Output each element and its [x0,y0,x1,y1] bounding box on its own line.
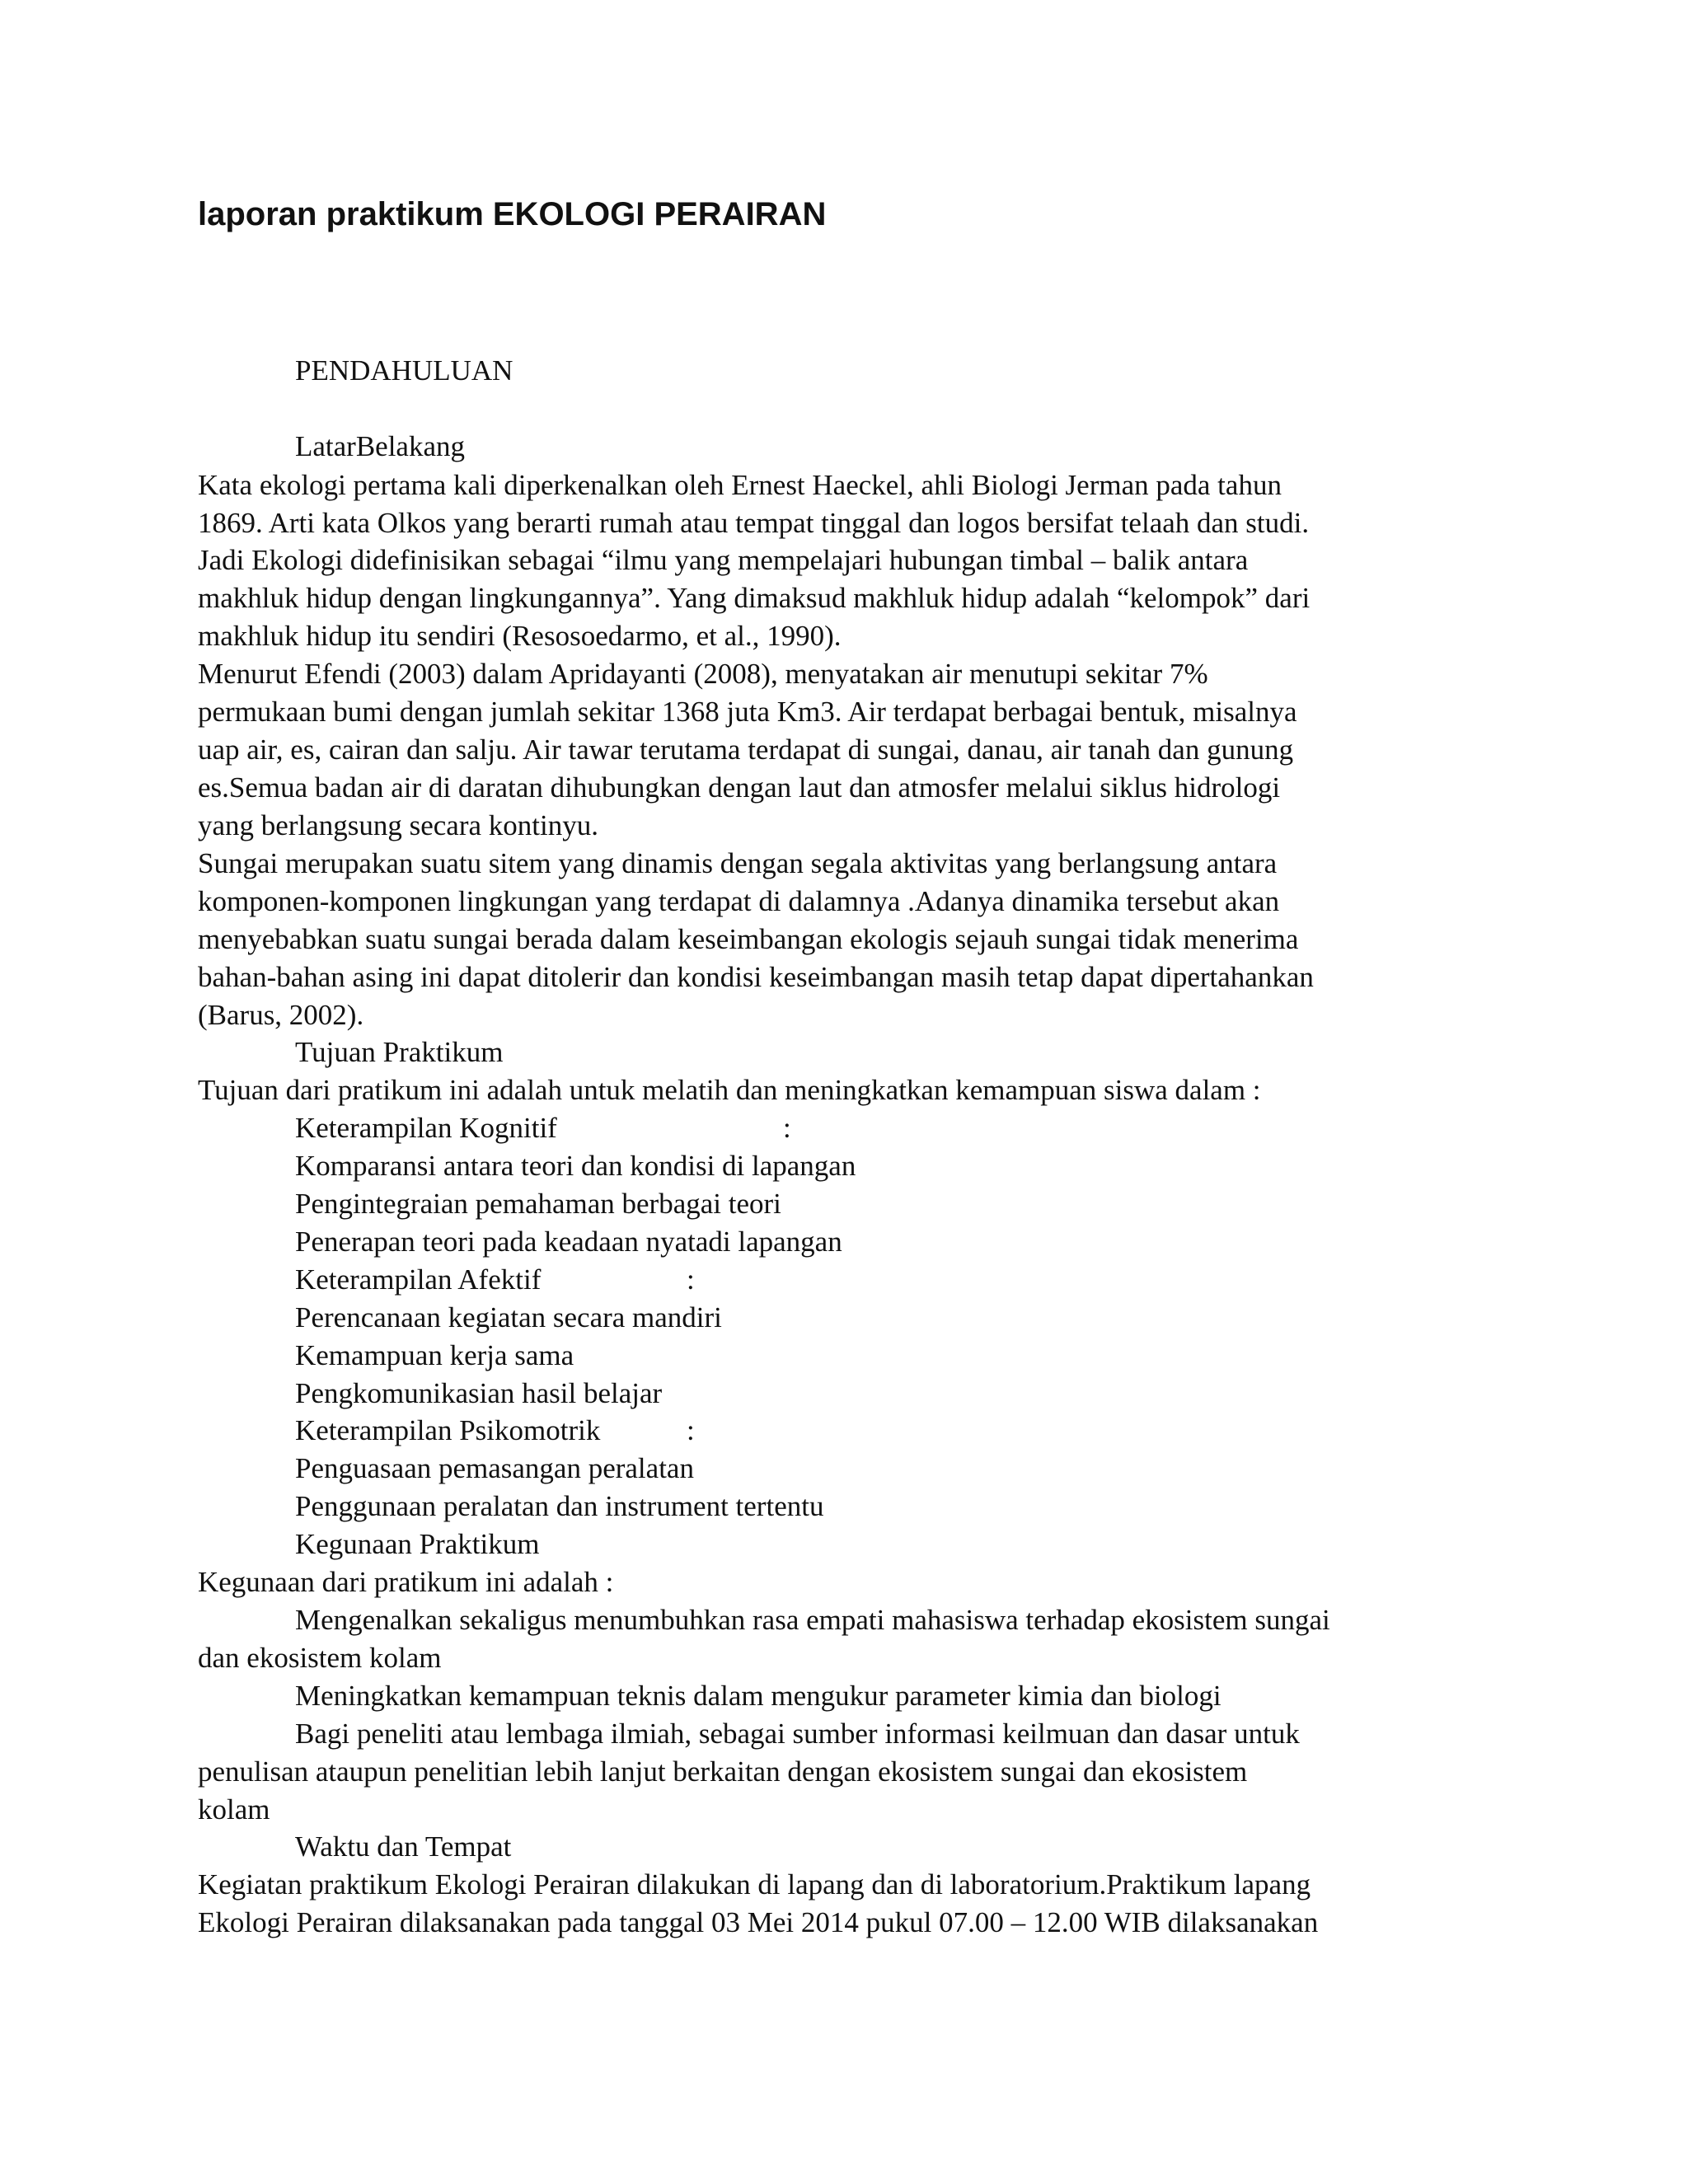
paragraph-line: permukaan bumi dengan jumlah sekitar 1368 juta Km3. Air terdapat berbagai bentuk, misalnya [198,696,1297,728]
colon: : [687,1263,695,1296]
list-item-continued: kolam [198,1793,270,1825]
colon: : [783,1112,791,1144]
heading-latar-belakang: LatarBelakang [295,430,466,462]
list-item-continued: dan ekosistem kolam [198,1642,442,1674]
list-item: Pengintegraian pemahaman berbagai teori [295,1188,781,1220]
heading-pendahuluan: PENDAHULUAN [295,354,513,387]
skill-label-afektif: Keterampilan Afektif [295,1263,542,1296]
list-item: Meningkatkan kemampuan teknis dalam mengukur parameter kimia dan biologi [295,1680,1221,1712]
list-item: Komparansi antara teori dan kondisi di lapangan [295,1150,856,1182]
skill-label-kognitif: Keterampilan Kognitif [295,1112,557,1144]
list-item: Pengkomunikasian hasil belajar [295,1377,663,1409]
paragraph-line: komponen-komponen lingkungan yang terdapat di dalamnya .Adanya dinamika tersebut akan [198,885,1280,917]
colon: : [687,1414,695,1446]
list-item: Kemampuan kerja sama [295,1339,574,1371]
list-item: Perencanaan kegiatan secara mandiri [295,1301,722,1333]
paragraph-line: bahan-bahan asing ini dapat ditolerir dan kondisi keseimbangan masih tetap dapat dipertahankan [198,961,1314,993]
paragraph-line: Tujuan dari pratikum ini adalah untuk melatih dan meningkatkan kemampuan siswa dalam : [198,1074,1261,1106]
paragraph-line: makhluk hidup itu sendiri (Resosoedarmo, et al., 1990). [198,620,842,652]
list-item: Penguasaan pemasangan peralatan [295,1452,694,1484]
list-item: Mengenalkan sekaligus menumbuhkan rasa empati mahasiswa terhadap ekosistem sungai [295,1604,1330,1636]
paragraph-line: Menurut Efendi (2003) dalam Apridayanti (2008), menyatakan air menutupi sekitar 7% [198,658,1208,690]
paragraph-line: Sungai merupakan suatu sitem yang dinamis dengan segala aktivitas yang berlangsung antara [198,847,1278,879]
heading-kegunaan: Kegunaan Praktikum [295,1528,540,1560]
list-item: Penerapan teori pada keadaan nyatadi lapangan [295,1226,842,1258]
paragraph-line: Ekologi Perairan dilaksanakan pada tanggal 03 Mei 2014 pukul 07.00 – 12.00 WIB dilaksanakan [198,1906,1319,1938]
paragraph-line: uap air, es, cairan dan salju. Air tawar terutama terdapat di sungai, danau, air tanah dan gunung [198,733,1294,766]
paragraph-line: (Barus, 2002). [198,999,364,1031]
list-item: Bagi peneliti atau lembaga ilmiah, sebagai sumber informasi keilmuan dan dasar untuk [295,1718,1300,1750]
document-title: laporan praktikum EKOLOGI PERAIRAN [198,196,827,232]
heading-waktu-tempat: Waktu dan Tempat [295,1830,512,1863]
paragraph-line: makhluk hidup dengan lingkungannya”. Yang dimaksud makhluk hidup adalah “kelompok” dari [198,582,1311,614]
heading-tujuan: Tujuan Praktikum [295,1036,504,1068]
paragraph-line: Kata ekologi pertama kali diperkenalkan oleh Ernest Haeckel, ahli Biologi Jerman pada tahun [198,469,1282,501]
paragraph-line: es.Semua badan air di daratan dihubungkan dengan laut dan atmosfer melalui siklus hidrologi [198,771,1281,804]
skill-label-psikomotrik: Keterampilan Psikomotrik [295,1414,601,1446]
paragraph-line: 1869. Arti kata Olkos yang berarti rumah atau tempat tinggal dan logos bersifat telaah dan studi. [198,507,1310,539]
paragraph-line: Kegiatan praktikum Ekologi Perairan dilakukan di lapang dan di laboratorium.Praktikum lapang [198,1868,1311,1900]
paragraph-line: Jadi Ekologi didefinisikan sebagai “ilmu yang mempelajari hubungan timbal – balik antara [198,544,1249,576]
paragraph-line: yang berlangsung secara kontinyu. [198,809,598,841]
list-item-continued: penulisan ataupun penelitian lebih lanjut berkaitan dengan ekosistem sungai dan ekosistem [198,1755,1248,1788]
paragraph-line: menyebabkan suatu sungai berada dalam keseimbangan ekologis sejauh sungai tidak menerima [198,923,1299,955]
list-item: Penggunaan peralatan dan instrument tertentu [295,1490,824,1522]
paragraph-line: Kegunaan dari pratikum ini adalah : [198,1566,614,1598]
